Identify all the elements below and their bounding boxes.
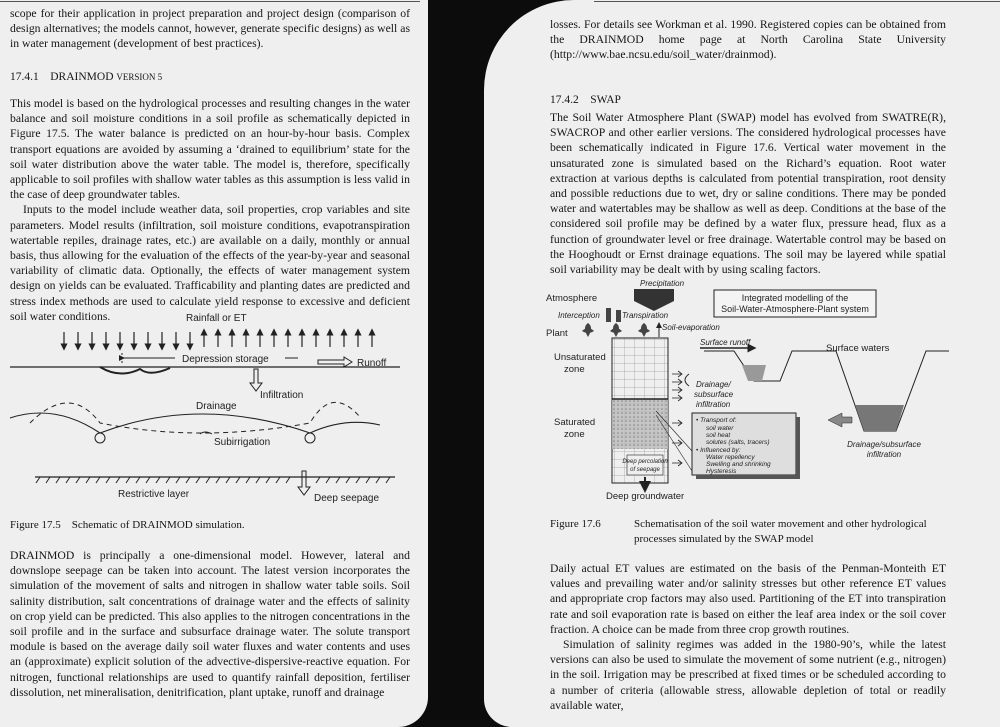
interception-label: Interception bbox=[558, 311, 600, 320]
soil-evaporation-label: Soil-evaporation bbox=[662, 323, 720, 332]
lateral-flux-arrows bbox=[672, 371, 682, 466]
section-title: DRAINMOD bbox=[50, 71, 114, 83]
drainage-label-3: infiltration bbox=[696, 400, 731, 409]
deep-seepage-label: Deep seepage bbox=[314, 493, 380, 504]
runoff-arrow bbox=[318, 357, 352, 367]
body-text-2: DRAINMOD is principally a one-dimensional model. However, lateral and downslope seepage can be taken into account. The latest version incorporates the simulation of the movement of salts and nitrogen in shallow water table soils. Soil salinity distribution, salt concentrations of drainage water and the effects of salinity on crop yield can be predicted. This also applies to the nitrogen concentrations in the soil profile and in the surface and subsurface drainage water. The solute transport module is based on the average daily soil water fluxes and water contents and uses an (approximate) explicit solution of the advective-dispersive-reactive equation. For nitrogen, functional relationships are used to quantify rainfall deposition, fertiliser dissolution, net mineralisation, denitrification, plant uptake, runoff and drainage bbox=[10, 549, 410, 699]
drainage-label-1: Drainage/ bbox=[696, 380, 731, 389]
subirrigation-label: Subirrigation bbox=[214, 437, 271, 448]
drainage-label-2: subsurface bbox=[694, 390, 734, 399]
swelling-shrinking: Swelling and shrinking bbox=[706, 461, 771, 468]
body-text-2 bbox=[550, 561, 946, 713]
caption-number: Figure 17.6 bbox=[550, 518, 601, 530]
ditch-water bbox=[742, 365, 766, 381]
figure-drainmod-schematic bbox=[0, 305, 428, 505]
section-heading bbox=[550, 94, 621, 106]
section-heading bbox=[10, 71, 162, 83]
atmosphere-label: Atmosphere bbox=[546, 293, 598, 304]
caption-number: Figure 17.5 bbox=[10, 519, 61, 531]
drainage-label: Drainage bbox=[196, 401, 237, 412]
box-line-2: Soil-Water-Atmosphere-Plant system bbox=[721, 304, 869, 314]
transpiration-label: Transpiration bbox=[622, 311, 669, 320]
transpiration-arrow bbox=[616, 310, 621, 322]
section-number: 17.4.1 bbox=[10, 71, 39, 83]
subirrigation-water-table bbox=[30, 402, 360, 433]
paragraph: Simulation of salinity regimes was added in the 1980-90’s, while the latest versions can also be used to simulate the movement of some nutrient (e.g., nitrogen) in the soil. Irrigation may be prescribed at fixed times or be scheduled according to a number of criteria (allowable stress, allowable depletion of total or readily available water, bbox=[550, 638, 946, 712]
depression-storage-label: Depression storage bbox=[182, 354, 269, 365]
restrictive-layer-hatching bbox=[36, 477, 390, 483]
deep-groundwater-label: Deep groundwater bbox=[606, 491, 685, 502]
caption-text: Schematic of DRAINMOD simulation. bbox=[71, 519, 245, 531]
saturated-zone-label-1: Saturated bbox=[554, 417, 596, 428]
intro-text: scope for their application in project preparation and project design (comparison of design alternatives; the models cannot, however, generate specific designs) as well as in water management (development of best practices). bbox=[10, 7, 410, 51]
unsaturated-zone-label-1: Unsaturated bbox=[554, 352, 606, 363]
deep-percolation-label-2: of seepage bbox=[630, 467, 660, 473]
drainage-water-table bbox=[10, 413, 380, 433]
section-title: SWAP bbox=[590, 94, 621, 106]
intro-text: losses. For details see Workman et al. 1990. Registered copies can be obtained from the DRAINMOD home page at North Carolina State University (http://www.bae.ncsu.edu/soil_water/drainmod). bbox=[550, 18, 946, 62]
rainfall-label: Rainfall or ET bbox=[186, 313, 247, 324]
interception-arrow bbox=[606, 308, 611, 322]
plant-label: Plant bbox=[546, 328, 568, 339]
plants bbox=[582, 323, 650, 337]
drainage-subsurface-label-1: Drainage/subsurface bbox=[847, 440, 921, 449]
saturated-shading bbox=[612, 399, 668, 449]
influenced-by: • Influenced by: bbox=[696, 447, 741, 454]
transport-of: • Transport of: bbox=[696, 417, 737, 424]
left-page bbox=[0, 0, 428, 727]
unsaturated-zone-label-2: zone bbox=[564, 364, 585, 375]
figure-caption bbox=[550, 517, 946, 547]
infiltration-arrow bbox=[250, 369, 262, 391]
drain-pipe bbox=[305, 433, 315, 443]
body-text-1: The Soil Water Atmosphere Plant (SWAP) model has evolved from SWATRE(R), SWACROP and other earlier versions. The considered hydrological processes have been schematically indicated in Figure 17.6. Vertical water movement in the unsaturated zone is simulated based on the Richard’s equation. Root water extraction at various depths is calculated from potential transpiration, root density and possible reductions due to wet, dry or saline conditions. There may be ponded water and watertables may be shallow as well as deep. Conditions at the base of the considered soil profile may be defined by a water flux, pressure head, flux as a function of groundwater level or free drainage. Watertable control may be based on the Hooghoudt or Ernst drainage equations. The soil may be layered while spatial soil variability may be dealt with by using scaling factors. bbox=[550, 111, 946, 277]
drain-pipe bbox=[95, 433, 105, 443]
figure-swap-schematic bbox=[544, 275, 964, 505]
drainage-subsurface-label-2: infiltration bbox=[866, 450, 902, 459]
right-page bbox=[484, 0, 1000, 727]
surface-waters-label: Surface waters bbox=[826, 343, 890, 354]
header-rule bbox=[0, 1, 420, 2]
rainfall-arrows bbox=[64, 332, 372, 347]
hysteresis: Hysteresis bbox=[706, 468, 737, 475]
precipitation-label: Precipitation bbox=[640, 279, 685, 288]
caption-text: Schematisation of the soil water movement and other hydrological processes simulated by the SWAP model bbox=[634, 518, 927, 545]
restrictive-layer-label: Restrictive layer bbox=[118, 489, 190, 500]
paragraph: Daily actual ET values are estimated on the basis of the Penman-Monteith ET values and prevailing water and/or salinity stresses but other reference ET values and appropriate crop factors may also used. Partitioning of the ET into transpiration rate and soil evaporation rate is based on either the leaf area index or the soil cover fraction. A choice can be made from three crop growth routines. bbox=[550, 562, 946, 636]
runoff-label: Runoff bbox=[357, 358, 387, 369]
deep-percolation-label-1: Deep percolation bbox=[622, 459, 668, 465]
paragraph: Inputs to the model include weather data, soil properties, crop variables and site parameters. Model results (infiltration, soil moisture conditions, evapotranspiration watertable repiles, drainage rates, etc.) are available on a daily, monthly or annual basis, thus allowing for the evaluation of the effects of the year-by-year and seasonal variability of climatic data. Optionally, the effects of water management system design on yields can be evaluated. Trafficability and planting dates are predicted and stress index methods are used to calculate yield response to excessive and deficient soil water conditions. bbox=[10, 203, 410, 323]
section-number: 17.4.2 bbox=[550, 94, 579, 106]
drainage-subsurface-arrow bbox=[828, 413, 852, 427]
soil-heat: soil heat bbox=[706, 432, 731, 439]
paragraph: This model is based on the hydrological processes and resulting changes in the water balance and soil moisture conditions in a soil profile as schematically depicted in Figure 17.5. The water balance is predicted on an hour-by-hour basis. Complex transport equations are avoided by assuming a ‘drained to equilibrium’ state for the soil water distribution above the water table. The model is, therefore, specifically applicable to soil profiles with shallow water tables as this assumption is less valid in the case of deep groundwater tables. bbox=[10, 97, 410, 202]
precipitation-arrow bbox=[634, 289, 674, 311]
surface-runoff-label: Surface runoff bbox=[700, 338, 751, 347]
water-repellency: Water repellency bbox=[706, 454, 755, 461]
section-title-small: VERSION 5 bbox=[116, 72, 163, 82]
figure-caption bbox=[10, 518, 245, 533]
box-line-1: Integrated modelling of the bbox=[741, 293, 849, 303]
infiltration-label: Infiltration bbox=[260, 390, 304, 401]
deep-seepage-arrow bbox=[298, 471, 310, 495]
solutes: solutes (salts, tracers) bbox=[706, 439, 770, 446]
saturated-zone-label-2: zone bbox=[564, 429, 585, 440]
body-text-1 bbox=[10, 96, 410, 324]
header-rule bbox=[594, 1, 1000, 2]
soil-water: soil water bbox=[706, 425, 734, 432]
surface-depression bbox=[100, 367, 170, 374]
